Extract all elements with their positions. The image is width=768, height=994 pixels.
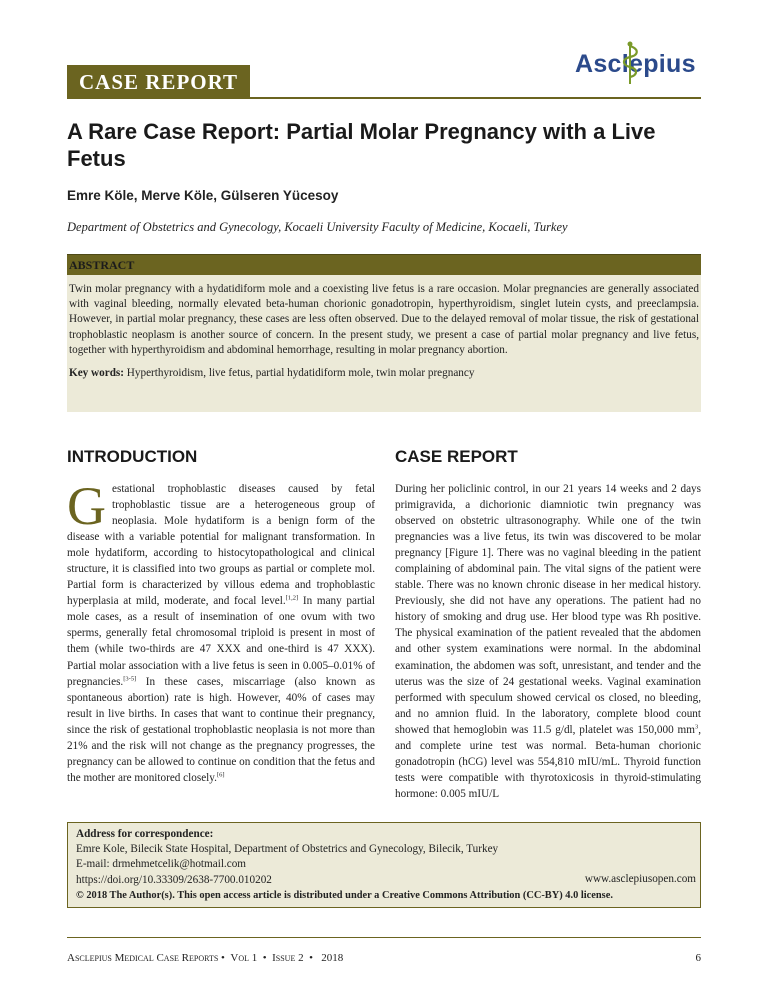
volume: Vol 1	[230, 952, 258, 964]
abstract-heading: ABSTRACT	[67, 254, 701, 275]
keywords-label: Key words:	[69, 367, 124, 380]
keywords-list: Hyperthyroidism, live fetus, partial hydatidiform mole, twin molar pregnancy	[126, 367, 475, 380]
footer-separator: •	[221, 952, 225, 964]
superscript: 3	[694, 722, 699, 730]
case-report-heading: CASE REPORT	[395, 447, 518, 466]
intro-text-1: estational trophoblastic diseases caused by fetal trophoblastic tissue are a heterogeneous group of neoplasia. Mole hydatiform is a benign form of the disease with a variable potential for malignant transformation. In mole hydatiform, according to histocytopathological and clinical structure, it is classified into two groups as partial or complete mol. Partial form is characterized by villous edema and trophoblastic hyperplasia at mild, moderate, and focal level.	[67, 483, 375, 608]
abstract-text: Twin molar pregnancy with a hydatidiform mole and a coexisting live fetus is a rare occasion. Molar pregnancies are generally associated with vaginal bleeding, normally elevated beta-human chorionic gonadotropin, hyperthyroidism, singlet lutein cysts, and preeclampsia. However, in partial molar pregnancy, these cases are less often observed. Due to the delayed removal of molar tissue, the risk of gestational trophoblastic neoplasm is another source of concern. In the present study, we present a case of partial molar pregnancy and live fetus, together with hyperthyroidism and abdominal hemorrhage, resulting in molar pregnancy abortion.	[69, 283, 699, 356]
website-link[interactable]: www.asclepiusopen.com	[584, 873, 696, 885]
rod-of-asclepius-icon	[619, 40, 641, 85]
page-header	[0, 0, 768, 110]
correspondence-email[interactable]: E-mail: drmehmetcelik@hotmail.com	[76, 858, 246, 871]
intro-text-2: In many partial mole cases, as a result of insemination of one ovum with two sperms, generally fetal chromosomal triploid is present in most of them (while two-thirds are 47 XXX and one-third is 47 XXX). Partial molar association with a live fetus is seen in 0.005–0.01% of pregnancies.	[67, 595, 376, 688]
page-footer	[67, 952, 701, 964]
citation[interactable]: [3-5]	[123, 674, 137, 682]
keywords	[67, 358, 701, 379]
article-type-banner: CASE REPORT	[67, 65, 250, 98]
year: 2018	[321, 952, 344, 964]
footer-separator: •	[309, 952, 313, 964]
doi-link[interactable]: https://doi.org/10.33309/2638-7700.010202	[76, 873, 272, 886]
issue: Issue 2	[272, 952, 304, 964]
correspondence-address: Emre Kole, Bilecik State Hospital, Department of Obstetrics and Gynecology, Bilecik, Turkey	[76, 843, 499, 856]
page-number: 6	[695, 952, 701, 964]
header-rule	[67, 97, 701, 99]
author-list: Emre Köle, Merve Köle, Gülseren Yücesoy	[67, 188, 339, 203]
publisher-logo[interactable]	[575, 40, 705, 85]
logo-text: Asclepius	[575, 50, 696, 78]
case-text-2: , and complete urine test was normal. Beta-human chorionic gonadotropin (hCG) level was 554,810 mIU/mL. Thyroid function tests were compatible with thyrotoxicosis in thyroid-stimulating hormone: 0.005 mIU/L	[395, 723, 701, 800]
license-statement: © 2018 The Author(s). This open access article is distributed under a Creative Commons Attribution (CC-BY) 4.0 license.	[76, 889, 613, 901]
footer-separator: •	[262, 952, 267, 964]
introduction-heading: INTRODUCTION	[67, 447, 198, 466]
citation[interactable]: [1,2]	[285, 594, 299, 602]
footer-rule	[67, 937, 701, 938]
case-text-1: During her policlinic control, in our 21 years 14 weeks and 2 days primigravida, a dichorionic diamniotic twin pregnancy was observed on obstetric ultrasonography. While one of the twin pregnancies was a live fetus, its twin was discovered to be molar pregnancy [Figure 1]. There was no vaginal bleeding in the patient complaining of abdominal pain. The vital signs of the patient were stable. There was no known chronic disease in her medical history. Previously, she did not have any operations. The patient had no history of smoking and drug use. Her blood type was Rh positive. The physical examination of the patient revealed that the abdomen and other system examinations were normal. In the abdominal examination, the abdomen was soft, unresistant, and tender and the uterus was the size of 24 gestational weeks. Vaginal examination performed with speculum showed cervical os closed, no bleeding, and no amnion fluid. In the laboratory, complete blood count showed that hemoglobin was 11.5 g/dl, platelet was 150,000 mm	[395, 483, 701, 736]
journal-name: Asclepius Medical Case Reports	[67, 952, 219, 964]
drop-cap: G	[67, 476, 106, 536]
abstract-panel	[67, 254, 701, 412]
citation[interactable]: [6]	[216, 771, 225, 779]
correspondence-box	[67, 822, 701, 908]
article-title: A Rare Case Report: Partial Molar Pregnancy with a Live Fetus	[67, 119, 656, 171]
introduction-body	[67, 476, 376, 786]
affiliation: Department of Obstetrics and Gynecology, Kocaeli University Faculty of Medicine, Kocaeli, Turkey	[67, 220, 568, 234]
case-report-body	[395, 481, 701, 802]
intro-text-3: In these cases, miscarriage (also known as spontaneous abortion) rate is high. However, 40% of cases may result in live births. In cases that want to continue their pregnancy, since the risk of gestational trophoblastic neoplasia is not more than 21% and the risk will not change as the pregnancy progresses, the pregnancy can be allowed to continue on condition that the fetus and the mother are monitored closely.	[67, 675, 375, 784]
correspondence-label: Address for correspondence:	[76, 828, 214, 840]
